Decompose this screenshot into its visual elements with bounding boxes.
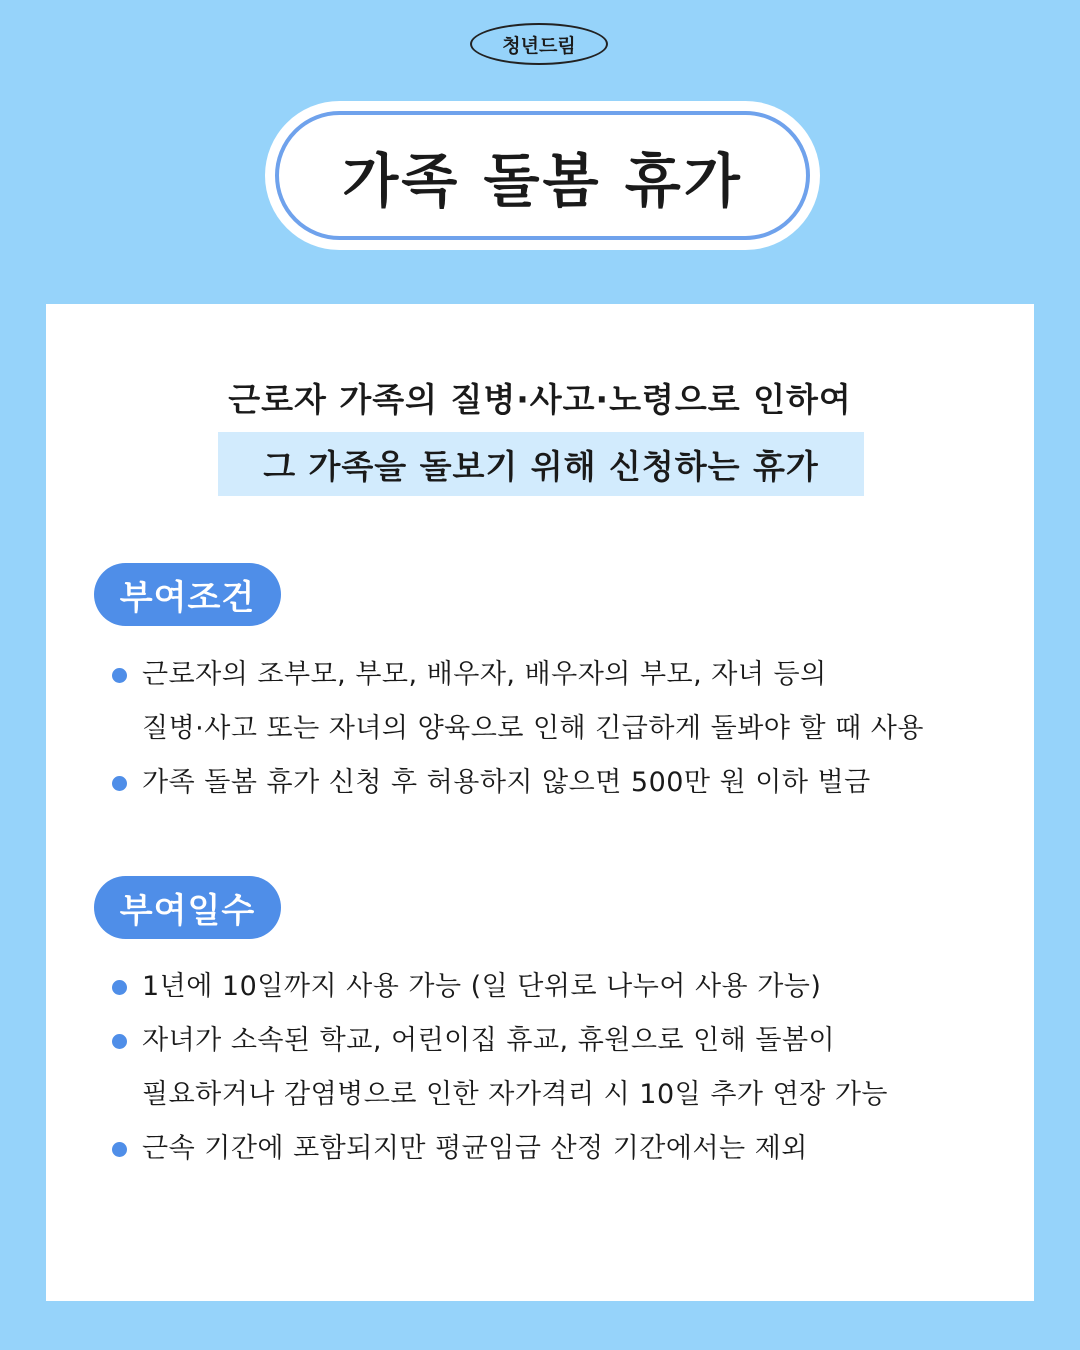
list-item-text: 자녀가 소속된 학교, 어린이집 휴교, 휴원으로 인해 돌봄이 <box>142 1025 836 1056</box>
list-item <box>112 960 1026 1014</box>
bullet-icon <box>112 1034 127 1049</box>
bullet-icon <box>112 776 127 791</box>
intro-line-2-highlight <box>218 432 864 496</box>
brand-label: 청년드림 <box>502 34 576 57</box>
bullet-icon <box>112 980 127 995</box>
list-item <box>112 648 1026 756</box>
list-item <box>112 1122 1026 1176</box>
page-title: 가족 돌봄 휴가 <box>275 111 810 240</box>
section-heading-conditions: 부여조건 <box>94 563 281 626</box>
bullet-icon <box>112 668 127 683</box>
list-item-text: 근속 기간에 포함되지만 평균임금 산정 기간에서는 제외 <box>142 1133 808 1164</box>
list-item <box>112 756 1026 810</box>
list-item-text: 질병·사고 또는 자녀의 양육으로 인해 긴급하게 돌봐야 할 때 사용 <box>142 713 924 744</box>
conditions-list <box>112 648 1026 810</box>
content-card <box>46 304 1034 1301</box>
intro-line-2: 그 가족을 돌보기 위해 신청하는 휴가 <box>263 446 819 486</box>
brand-badge <box>470 23 608 65</box>
list-item <box>112 1014 1026 1122</box>
intro-line-1: 근로자 가족의 질병·사고·노령으로 인하여 <box>228 380 852 419</box>
list-item-text: 필요하거나 감염병으로 인한 자가격리 시 10일 추가 연장 가능 <box>142 1079 888 1110</box>
section-heading-days: 부여일수 <box>94 876 281 939</box>
list-item-text: 근로자의 조부모, 부모, 배우자, 배우자의 부모, 자녀 등의 <box>142 659 827 690</box>
bullet-icon <box>112 1142 127 1157</box>
list-item-text: 가족 돌봄 휴가 신청 후 허용하지 않으면 500만 원 이하 벌금 <box>142 767 871 798</box>
days-list <box>112 960 1026 1176</box>
title-frame <box>265 101 820 250</box>
list-item-text: 1년에 10일까지 사용 가능 (일 단위로 나누어 사용 가능) <box>142 971 822 1002</box>
